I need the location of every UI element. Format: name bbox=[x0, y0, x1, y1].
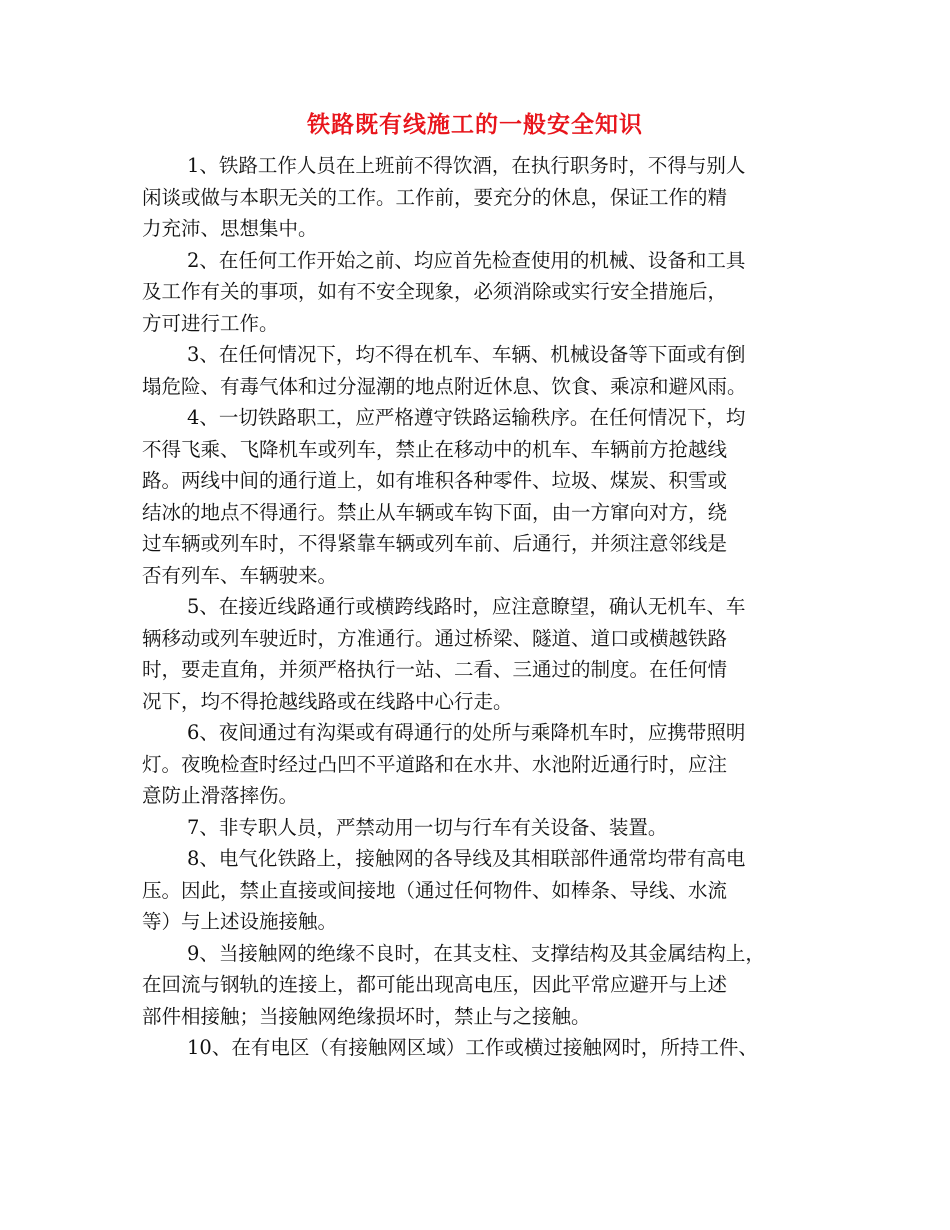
paragraph-line: 时，要走直角，并须严格执行一站、二看、三通过的制度。在任何情 bbox=[142, 658, 728, 681]
paragraph-line: 压。因此，禁止直接或间接地（通过任何物件、如棒条、导线、水流 bbox=[142, 878, 728, 902]
paragraph-line: 力充沛、思想集中。 bbox=[142, 217, 318, 240]
paragraph-line: 在回流与钢轨的连接上，都可能出现高电压，因此平常应避开与上述 bbox=[142, 973, 728, 996]
paragraph-line: 辆移动或列车驶近时，方准通行。通过桥梁、隧道、道口或横越铁路 bbox=[142, 626, 728, 650]
document-body bbox=[142, 150, 832, 1064]
paragraph-line: 等）与上述设施接触。 bbox=[142, 910, 338, 933]
paragraph-line: 9、当接触网的绝缘不良时，在其支柱、支撑结构及其金属结构上， bbox=[187, 941, 765, 965]
paragraph-line: 过车辆或列车时，不得紧靠车辆或列车前、后通行，并须注意邻线是 bbox=[142, 532, 728, 555]
paragraph-line: 6、夜间通过有沟渠或有碍通行的处所与乘降机车时，应携带照明 bbox=[187, 721, 746, 744]
paragraph-line: 路。两线中间的通行道上，如有堆积各种零件、垃圾、煤炭、积雪或 bbox=[142, 469, 728, 492]
paragraph-line: 况下，均不得抢越线路或在线路中心行走。 bbox=[142, 689, 513, 713]
paragraph-line: 7、非专职人员，严禁动用一切与行车有关设备、装置。 bbox=[187, 815, 668, 839]
paragraph-line: 结冰的地点不得通行。禁止从车辆或车钩下面，由一方窜向对方，绕 bbox=[142, 500, 728, 524]
paragraph-line: 塌危险、有毒气体和过分湿潮的地点附近休息、饮食、乘凉和避风雨。 bbox=[142, 374, 747, 398]
paragraph-line: 1、铁路工作人员在上班前不得饮酒，在执行职务时，不得与别人 bbox=[187, 154, 746, 177]
paragraph-line: 5、在接近线路通行或横跨线路时，应注意瞭望，确认无机车、车 bbox=[187, 595, 746, 618]
paragraph-7 bbox=[142, 812, 832, 844]
paragraph-line: 否有列车、车辆驶来。 bbox=[142, 563, 338, 587]
paragraph-1 bbox=[142, 150, 832, 245]
paragraph-line: 不得飞乘、飞降机车或列车，禁止在移动中的机车、车辆前方抢越线 bbox=[142, 437, 728, 461]
paragraph-line: 4、一切铁路职工，应严格遵守铁路运输秩序。在任何情况下，均 bbox=[187, 406, 746, 429]
paragraph-line: 2、在任何工作开始之前、均应首先检查使用的机械、设备和工具 bbox=[187, 248, 746, 272]
paragraph-9 bbox=[142, 938, 832, 1033]
paragraph-10 bbox=[142, 1032, 832, 1064]
document-title: 铁路既有线施工的一般安全知识 bbox=[307, 111, 643, 138]
paragraph-line: 闲谈或做与本职无关的工作。工作前，要充分的休息，保证工作的精 bbox=[142, 185, 728, 209]
paragraph-6 bbox=[142, 717, 832, 812]
paragraph-4 bbox=[142, 402, 832, 591]
paragraph-8 bbox=[142, 843, 832, 938]
paragraph-line: 3、在任何情况下，均不得在机车、车辆、机械设备等下面或有倒 bbox=[187, 343, 746, 366]
paragraph-line: 方可进行工作。 bbox=[142, 311, 279, 335]
paragraph-line: 8、电气化铁路上，接触网的各导线及其相联部件通常均带有高电 bbox=[187, 847, 746, 870]
paragraph-line: 意防止滑落摔伤。 bbox=[142, 784, 299, 807]
paragraph-line: 10、在有电区（有接触网区域）工作或横过接触网时，所持工件、 bbox=[187, 1036, 758, 1059]
paragraph-5 bbox=[142, 591, 832, 717]
paragraph-line: 部件相接触；当接触网绝缘损坏时，禁止与之接触。 bbox=[142, 1004, 591, 1028]
paragraph-line: 灯。夜晚检查时经过凸凹不平道路和在水井、水池附近通行时，应注 bbox=[142, 752, 728, 776]
paragraph-line: 及工作有关的事项，如有不安全现象，必须消除或实行安全措施后， bbox=[142, 280, 728, 303]
paragraph-3 bbox=[142, 339, 832, 402]
paragraph-2 bbox=[142, 245, 832, 340]
